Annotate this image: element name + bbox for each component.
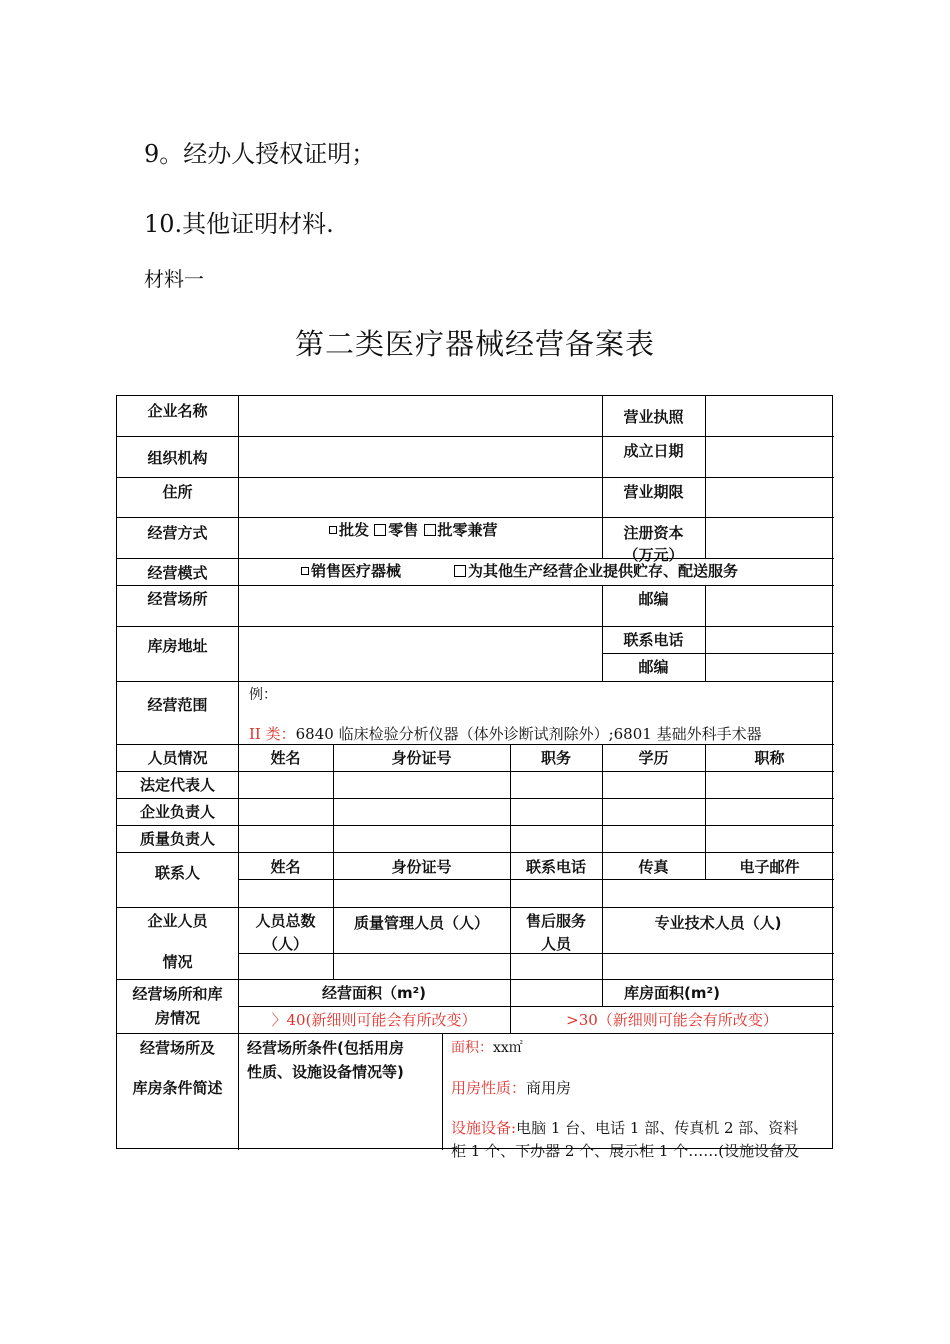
label-conditions-1: 经营场所及: [139, 1039, 215, 1057]
checkbox-wholesale[interactable]: [329, 526, 337, 534]
header-quality-staff: 质量管理人员（人）: [353, 914, 489, 932]
header-name: 姓名: [270, 749, 301, 767]
area-line: 面积：xx㎡: [451, 1040, 523, 1056]
form-title: 第二类医疗器械经营备案表: [294, 327, 655, 361]
usage-line: 用房性质：商用房: [451, 1079, 572, 1097]
header-aftersales-staff-2: 人员: [540, 935, 571, 953]
header-position: 职务: [540, 749, 571, 767]
label-company-head: 企业负责人: [139, 803, 215, 821]
label-quality-head: 质量负责人: [139, 830, 215, 848]
filing-form-table: [116, 395, 833, 1160]
label-staff-2: 情况: [162, 953, 193, 971]
contact-header-phone: 联系电话: [525, 858, 586, 876]
checkbox-both[interactable]: [424, 524, 436, 536]
label-business-model: 经营模式: [117, 564, 238, 582]
label-postcode-1: 邮编: [638, 590, 669, 608]
conditions-desc-1: 经营场所条件(包括用房: [247, 1039, 404, 1057]
checkbox-sales[interactable]: [301, 567, 309, 575]
business-model-option-sales: 销售医疗器械: [301, 562, 401, 580]
header-tech-staff: 专业技术人员（人): [654, 914, 782, 932]
header-id-number: 身份证号: [391, 749, 452, 767]
label-conditions-2: 库房条件简述: [132, 1079, 223, 1097]
label-business-premises: 经营场所: [147, 590, 208, 608]
label-org-code: 组织机构: [147, 449, 208, 467]
label-business-scope: 经营范围: [147, 696, 208, 714]
conditions-desc-2: 性质、设施设备情况等): [247, 1063, 404, 1081]
label-business-term: 营业期限: [623, 483, 684, 501]
label-established-date: 成立日期: [623, 442, 684, 460]
label-staff-1: 企业人员: [147, 912, 208, 930]
business-model-option-storage: 为其他生产经营企业提供贮存、配送服务: [454, 562, 738, 580]
contact-header-id: 身份证号: [391, 858, 452, 876]
header-aftersales-staff: 售后服务: [525, 912, 586, 930]
label-registered-capital: 注册资本: [623, 524, 684, 542]
checkbox-retail[interactable]: [374, 524, 386, 536]
contact-header-fax: 传真: [638, 858, 669, 876]
item-10: 10.其他证明材料.: [144, 210, 334, 238]
label-contact-person: 联系人: [154, 864, 200, 882]
label-postcode-2: 邮编: [638, 658, 669, 676]
label-warehouse-address: 库房地址: [147, 637, 208, 655]
label-address: 住所: [162, 483, 193, 501]
label-personnel: 人员情况: [147, 749, 208, 767]
contact-header-name: 姓名: [270, 858, 301, 876]
equipment-line-cut: 柜 1 个、下办器 2 个、展示柜 1 个……(设施设备及: [451, 1142, 800, 1160]
label-contact-phone: 联系电话: [623, 631, 684, 649]
premises-area-note: 〉40(新细则可能会有所改变）: [271, 1011, 477, 1029]
label-area-2: 房情况: [154, 1009, 200, 1027]
header-title: 职称: [754, 749, 785, 767]
header-premises-area: 经营面积（m²): [321, 984, 427, 1002]
label-business-license: 营业执照: [623, 408, 684, 426]
operation-mode-options: 批发 零售 批零兼营: [329, 521, 498, 539]
item-9: 9。经办人授权证明；: [144, 140, 376, 168]
header-staff-total-unit: （人）: [262, 935, 308, 953]
label-company-name: 企业名称: [147, 402, 208, 420]
label-area-1: 经营场所和库: [132, 985, 223, 1003]
contact-header-email: 电子邮件: [739, 858, 800, 876]
label-registered-capital-unit: （万元）: [623, 546, 684, 564]
equipment-line: 设施设备:电脑 1 台、电话 1 部、传真机 2 部、资料: [451, 1119, 799, 1137]
label-legal-representative: 法定代表人: [139, 776, 215, 794]
scope-text: II 类：6840 临床检验分析仪器（体外诊断试剂除外）;6801 基础外科手术器: [249, 725, 762, 743]
label-operation-mode: 经营方式: [147, 524, 208, 542]
header-staff-total: 人员总数: [255, 912, 316, 930]
header-warehouse-area: 库房面积(m²): [624, 984, 720, 1002]
header-education: 学历: [638, 749, 669, 767]
warehouse-area-note: >30（新细则可能会有所改变）: [566, 1011, 778, 1029]
material-label: 材料一: [144, 267, 204, 291]
scope-example: 例：: [249, 687, 277, 703]
checkbox-storage[interactable]: [454, 565, 466, 577]
